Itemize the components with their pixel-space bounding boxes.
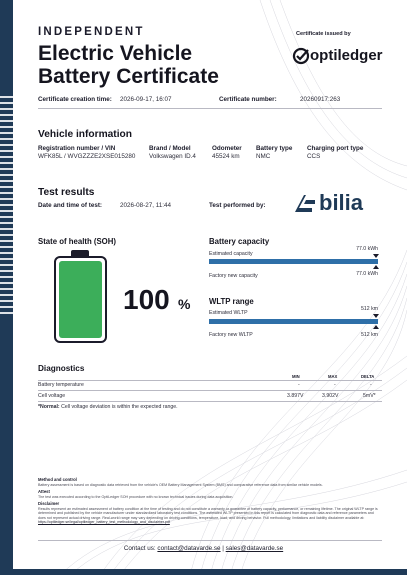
wltp-estimated-value: 512 km	[360, 306, 378, 312]
title-line-1: Electric Vehicle	[38, 42, 193, 65]
bilia-logo-text: bilia	[319, 190, 364, 215]
diagnostics-row-delta: -	[370, 382, 372, 388]
contact-email-link[interactable]: contact@datavarde.se	[157, 545, 221, 552]
capacity-bar	[209, 259, 378, 264]
diagnostics-heading: Diagnostics	[38, 364, 85, 373]
diagnostics-note-text: Cell voltage deviation is within the expected range.	[59, 404, 178, 410]
creation-time-value: 2026-09-17, 16:07	[120, 96, 172, 103]
diagnostics-col-max: MAX	[328, 374, 338, 379]
diagnostics-row-min: 3.897V	[287, 393, 304, 399]
wltp-factory-label: Factory new WLTP	[209, 332, 253, 338]
wltp-bar	[209, 319, 378, 324]
creation-time-label: Certificate creation time:	[38, 96, 112, 103]
soh-unit: %	[178, 296, 191, 312]
diagnostics-row-name: Battery temperature	[38, 382, 84, 388]
attest-text: The test was executed according to the OptiLedger SOH procedure with no known technical issues during data acquisition.	[38, 495, 234, 499]
title-line-2: Battery Certificate	[38, 65, 219, 88]
diagnostics-row-divider	[38, 401, 382, 402]
reg-vin-label: Registration number / VIN	[38, 145, 116, 152]
wltp-factory-value: 512 km	[360, 332, 378, 338]
charging-port-value: CCS	[307, 153, 321, 160]
diagnostics-row-max: 3.902V	[322, 393, 339, 399]
reg-vin-value: WFK85L / WVGZZZE2XSE015280	[38, 153, 136, 160]
disclaimer-text: Results represent an estimated assessment of battery condition at the time of testing and do not constitute a warranty or guarantee of battery capacity, performance, or remaining lifetime. The original WLTP range is determined and published by the vehicle manufacturer under standardized laboratory test conditions. The estimated WLTP presented in this report is calculated from diagnostic data and reference parameters and does not represent actual driving range. Real-world range may vary depending on driving conditions, temperature, load, and driving behavior. Full methodology, limitations and liability disclaimer available at:	[38, 507, 378, 520]
optiledger-logo	[292, 45, 392, 69]
contact-separator: |	[220, 545, 226, 552]
optiledger-logo-icon	[292, 47, 310, 65]
soh-value: 100	[123, 284, 170, 315]
bottom-bar	[0, 569, 407, 575]
diagnostics-row-max: -	[334, 382, 336, 388]
disclaimer-heading: Disclaimer	[38, 501, 60, 506]
test-datetime-value: 2026-08-27, 11:44	[120, 202, 171, 209]
test-performed-label: Test performed by:	[209, 202, 266, 209]
bilia-logo-icon	[292, 192, 318, 216]
method-heading: Method and control	[38, 477, 77, 482]
disclaimer-block	[38, 507, 382, 525]
diagnostics-note	[38, 404, 178, 410]
brand-model-value: Volkswagen ID.4	[149, 153, 196, 160]
vehicle-info-heading: Vehicle information	[38, 129, 132, 140]
page-title	[38, 42, 278, 88]
diagnostics-col-delta: DELTA	[361, 374, 375, 379]
capacity-estimated-marker	[373, 254, 379, 258]
diagnostics-row-delta: 5mV*	[363, 393, 376, 399]
diagnostics-header-divider	[38, 380, 382, 381]
method-text: Battery assessment is based on diagnostic data retrieved from the vehicle's OEM Battery Management System (BMS) and comparative reference data from similar vehicle models.	[38, 483, 323, 487]
optiledger-logo-text: optiledger	[310, 47, 383, 64]
soh-heading: State of health (SOH)	[38, 237, 116, 246]
wltp-factory-marker	[373, 325, 379, 329]
contact-prefix: Contact us:	[123, 545, 156, 552]
sales-email-link[interactable]: sales@datavarde.se	[225, 545, 284, 552]
battery-fill-level	[59, 261, 102, 338]
footer-divider	[38, 540, 382, 541]
diagnostics-note-bold: *Normal:	[38, 404, 60, 410]
charging-port-label: Charging port type	[307, 145, 364, 152]
diagnostics-row-divider	[38, 390, 382, 391]
disclaimer-link[interactable]: https://optiledger.se/legal/optiledger_battery_test_methodology_and_disclaimer.pdf	[38, 520, 170, 525]
certificate-number-value: 20260917:263	[300, 96, 341, 103]
divider	[38, 108, 382, 109]
odometer-value: 45524 km	[212, 153, 240, 160]
diagnostics-col-min: MIN	[292, 374, 300, 379]
diagnostics-row-min: -	[298, 382, 300, 388]
capacity-factory-marker	[373, 265, 379, 269]
wltp-estimated-marker	[373, 314, 379, 318]
wltp-estimated-label: Estimated WLTP	[209, 310, 248, 316]
capacity-estimated-value: 77.0 kWh	[356, 246, 378, 252]
battery-type-value: NMC	[256, 153, 271, 160]
bilia-logo	[292, 190, 382, 218]
capacity-factory-label: Factory new capacity	[209, 273, 258, 279]
issued-by-label: Certificate issued by	[296, 31, 351, 37]
capacity-estimated-label: Estimated capacity	[209, 251, 253, 257]
contact-line	[0, 545, 407, 552]
capacity-heading: Battery capacity	[209, 237, 270, 246]
diagnostics-row-name: Cell voltage	[38, 393, 66, 399]
wltp-heading: WLTP range	[209, 297, 254, 306]
test-results-heading: Test results	[38, 187, 95, 198]
test-datetime-label: Date and time of test:	[38, 202, 103, 209]
capacity-factory-value: 77.0 kWh	[356, 271, 378, 277]
battery-icon	[54, 256, 107, 343]
header-kicker: INDEPENDENT	[38, 26, 145, 38]
sidebar-bar	[0, 0, 13, 575]
certificate-number-label: Certificate number:	[219, 96, 277, 103]
odometer-label: Odometer	[212, 145, 242, 152]
brand-model-label: Brand / Model	[149, 145, 191, 152]
battery-type-label: Battery type	[256, 145, 293, 152]
attest-heading: Attest	[38, 489, 50, 494]
